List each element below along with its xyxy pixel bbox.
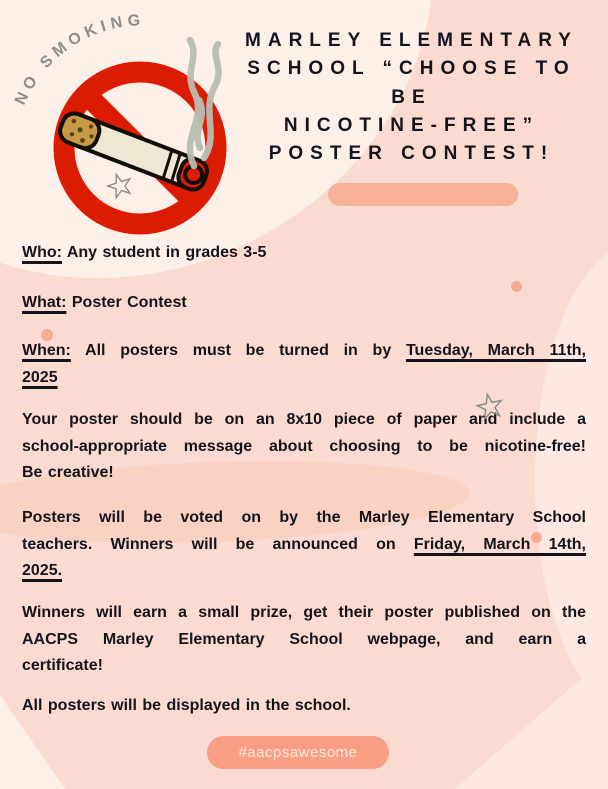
body-line: certificate! (22, 657, 103, 674)
who-label: Who: (22, 244, 62, 261)
when-date-year: 2025 (22, 368, 58, 386)
body-line: AACPS Marley Elementary School webpage, and earn a (22, 630, 586, 648)
title-line: POSTER CONTEST! (268, 143, 555, 165)
body-line: Posters will be voted on by the Marley Elementary School (22, 509, 586, 526)
body-line: teachers. Winners will be announced on (22, 535, 414, 553)
when-paragraph (22, 338, 586, 391)
voting-paragraph (22, 505, 586, 585)
page-title (212, 27, 604, 168)
no-smoking-icon (4, 8, 244, 248)
when-date: Tuesday, March 11th, (405, 342, 586, 359)
what-line (22, 290, 586, 317)
hashtag-text: #aacpsawesome (238, 744, 358, 761)
poster-body (22, 240, 586, 720)
body-line: school-appropriate message about choosing to be nicotine-free! (22, 437, 586, 455)
title-line: SCHOOL “CHOOSE TO (247, 58, 576, 80)
what-text: Poster Contest (66, 294, 187, 311)
title-line: NICOTINE-FREE” (283, 114, 540, 136)
prizes-paragraph (22, 600, 586, 680)
when-text: All posters must be turned in by (70, 342, 406, 359)
announce-date: Friday, March 14th, (413, 535, 587, 553)
body-line: Your poster should be on an 8x10 piece of paper and include a (22, 411, 586, 428)
title-line: BE (391, 86, 432, 108)
closing-line: All posters will be displayed in the school. (22, 697, 351, 714)
bg-salmon-streak (328, 183, 518, 206)
body-line: Be creative! (22, 464, 114, 481)
body-line: Winners will earn a small prize, get their poster published on the (22, 604, 586, 621)
when-label: When: (22, 342, 71, 359)
star-sparkle-icon (468, 386, 512, 430)
announce-date-year: 2025. (22, 562, 63, 579)
star-sparkle-icon (105, 171, 134, 199)
what-label: What: (22, 294, 67, 311)
who-line (22, 240, 586, 267)
no-smoking-arc-text: NO SMOKING (11, 11, 146, 108)
title-line: MARLEY ELEMENTARY (245, 30, 578, 51)
hashtag-badge (207, 736, 389, 769)
who-text: Any student in grades 3-5 (61, 244, 267, 261)
